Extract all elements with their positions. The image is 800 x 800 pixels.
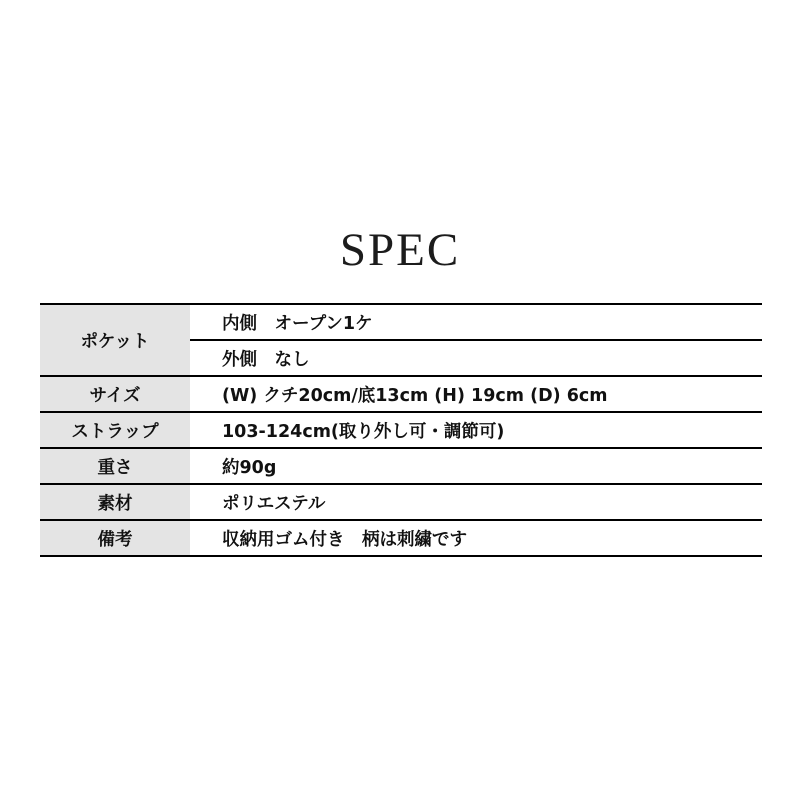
- pocket-value-stack: [190, 305, 762, 375]
- spec-label-strap: ストラップ: [40, 413, 190, 447]
- spec-value-material: ポリエステル: [222, 493, 326, 514]
- spec-row-weight: [40, 449, 762, 485]
- spec-row-material: [40, 485, 762, 521]
- spec-value-weight: 約90g: [222, 457, 277, 478]
- spec-value-strap: 103-124cm(取り外し可・調節可): [222, 421, 505, 442]
- page-title: SPEC: [339, 224, 461, 276]
- spec-row-size: [40, 377, 762, 413]
- spec-row-strap: [40, 413, 762, 449]
- spec-label-size: サイズ: [40, 377, 190, 411]
- spec-label-notes: 備考: [40, 521, 190, 555]
- spec-label-weight: 重さ: [40, 449, 190, 483]
- spec-label-material: 素材: [40, 485, 190, 519]
- spec-row-notes: [40, 521, 762, 557]
- spec-value-pocket-outside: 外側 なし: [222, 349, 310, 370]
- spec-label-pocket: ポケット: [40, 305, 190, 375]
- spec-row-pocket: [40, 305, 762, 377]
- spec-value-size: (W) クチ20cm/底13cm (H) 19cm (D) 6cm: [222, 385, 608, 406]
- spec-table: [40, 303, 762, 557]
- spec-value-pocket-inside: 内側 オープン1ケ: [190, 305, 762, 341]
- spec-value-notes: 収納用ゴム付き 柄は刺繍です: [222, 529, 467, 550]
